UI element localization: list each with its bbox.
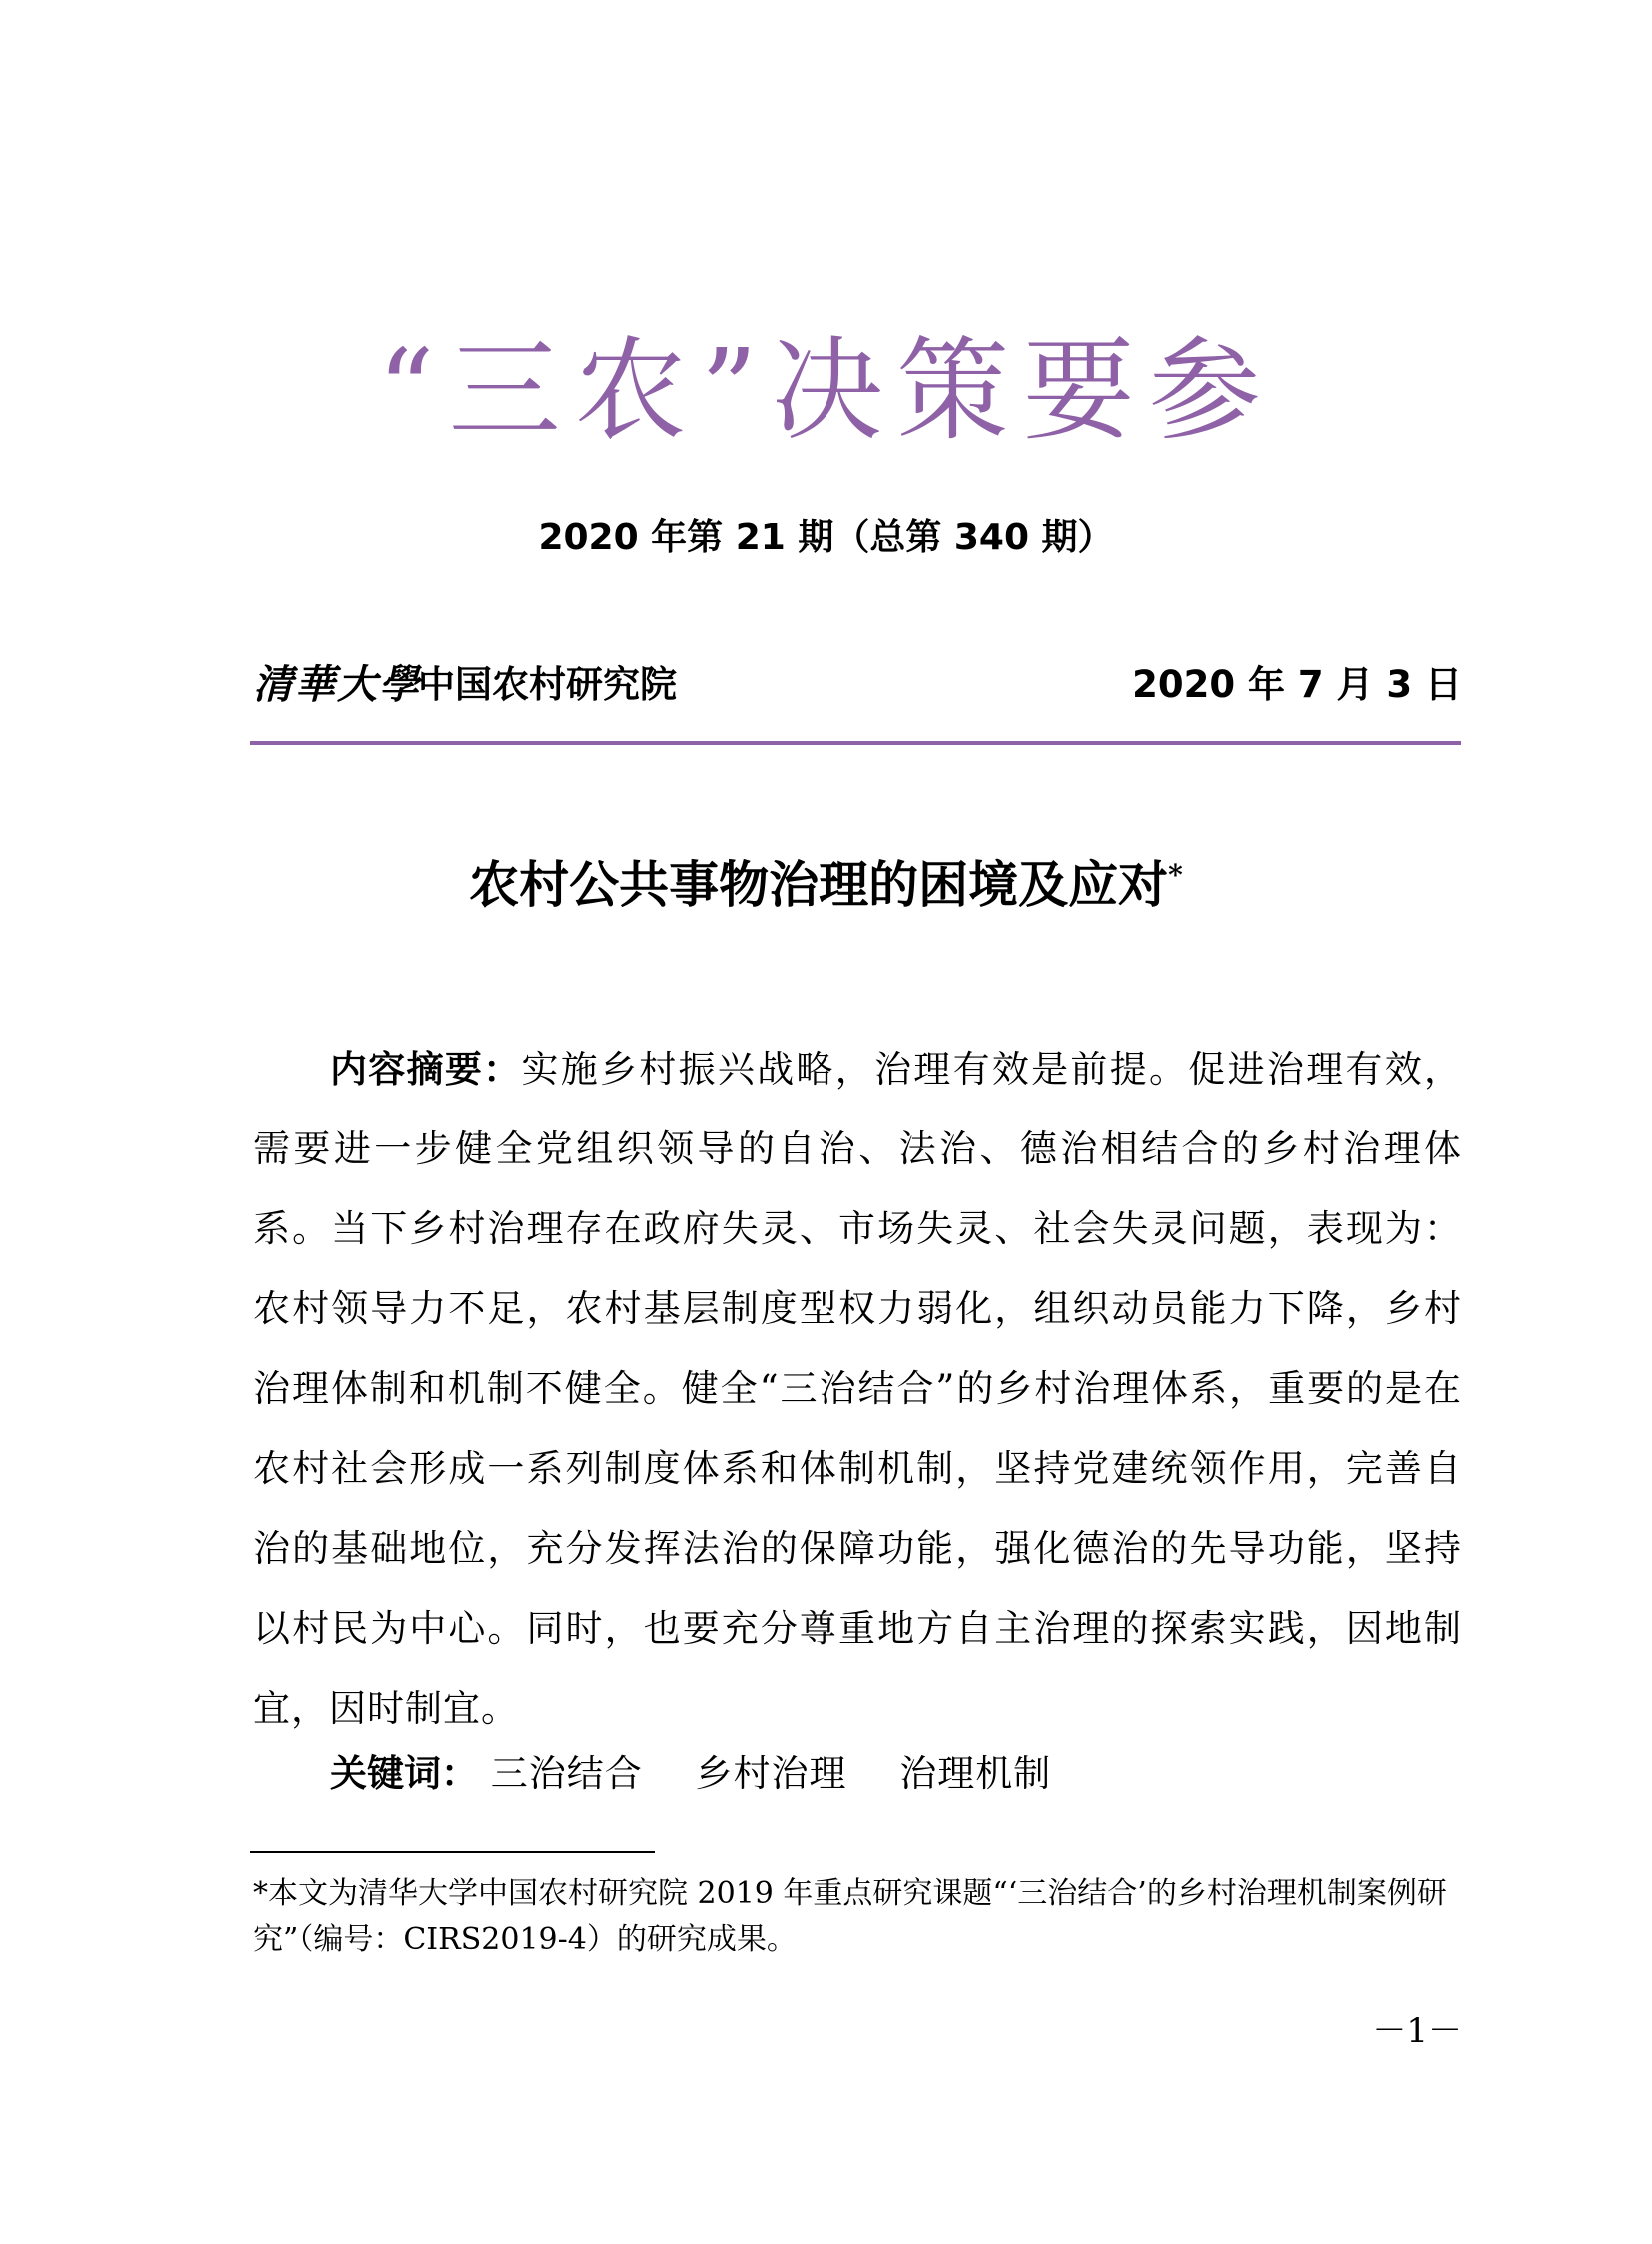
institute-name: 中国农村研究院 bbox=[418, 663, 677, 706]
keywords-line bbox=[330, 1744, 1091, 1804]
abstract-paragraph bbox=[253, 1030, 1462, 1749]
publisher-header bbox=[253, 660, 1462, 710]
keywords-label: 关键词： bbox=[330, 1752, 478, 1795]
header-divider bbox=[250, 741, 1461, 745]
keyword-item: 三治结合 bbox=[490, 1752, 643, 1795]
university-logo-text: 清華大學 bbox=[253, 661, 421, 708]
page-number: －1－ bbox=[1372, 2011, 1462, 2051]
article-title bbox=[0, 855, 1652, 915]
footnote-divider bbox=[250, 1851, 655, 1853]
title-footnote-mark: * bbox=[1168, 858, 1183, 892]
publication-date: 2020 年 7 月 3 日 bbox=[1132, 663, 1462, 706]
keyword-item: 乡村治理 bbox=[695, 1752, 847, 1795]
abstract-label: 内容摘要： bbox=[330, 1048, 522, 1091]
article-title-text: 农村公共事物治理的困境及应对 bbox=[469, 855, 1169, 914]
masthead-title: “三农”决策要参 bbox=[377, 326, 1275, 456]
abstract-text: 实施乡村振兴战略，治理有效是前提。促进治理有效，需要进一步健全党组织领导的自治、法治、德治相结合的乡村治理体系。当下乡村治理存在政府失灵、市场失灵、社会失灵问题，表现为：农村领导力不足，农村基层制度型权力弱化，组织动员能力下降，乡村治理体制和机制不健全。健全“三治结合”的乡村治理体系，重要的是在农村社会形成一系列制度体系和体制机制，坚持党建统领作用，完善自治的基础地位，充分发挥法治的保障功能，强化德治的先导功能，坚持以村民为中心。同时，也要充分尊重地方自主治理的探索实践，因地制宜，因时制宜。 bbox=[253, 1048, 1463, 1730]
footnote-text: *本文为清华大学中国农村研究院 2019 年重点研究课题“‘三治结合’的乡村治理机制案例研究”（编号：CIRS2019-4）的研究成果。 bbox=[253, 1876, 1447, 1957]
keyword-item: 治理机制 bbox=[899, 1752, 1052, 1795]
issue-number: 2020 年第 21 期（总第 340 期） bbox=[538, 517, 1114, 558]
